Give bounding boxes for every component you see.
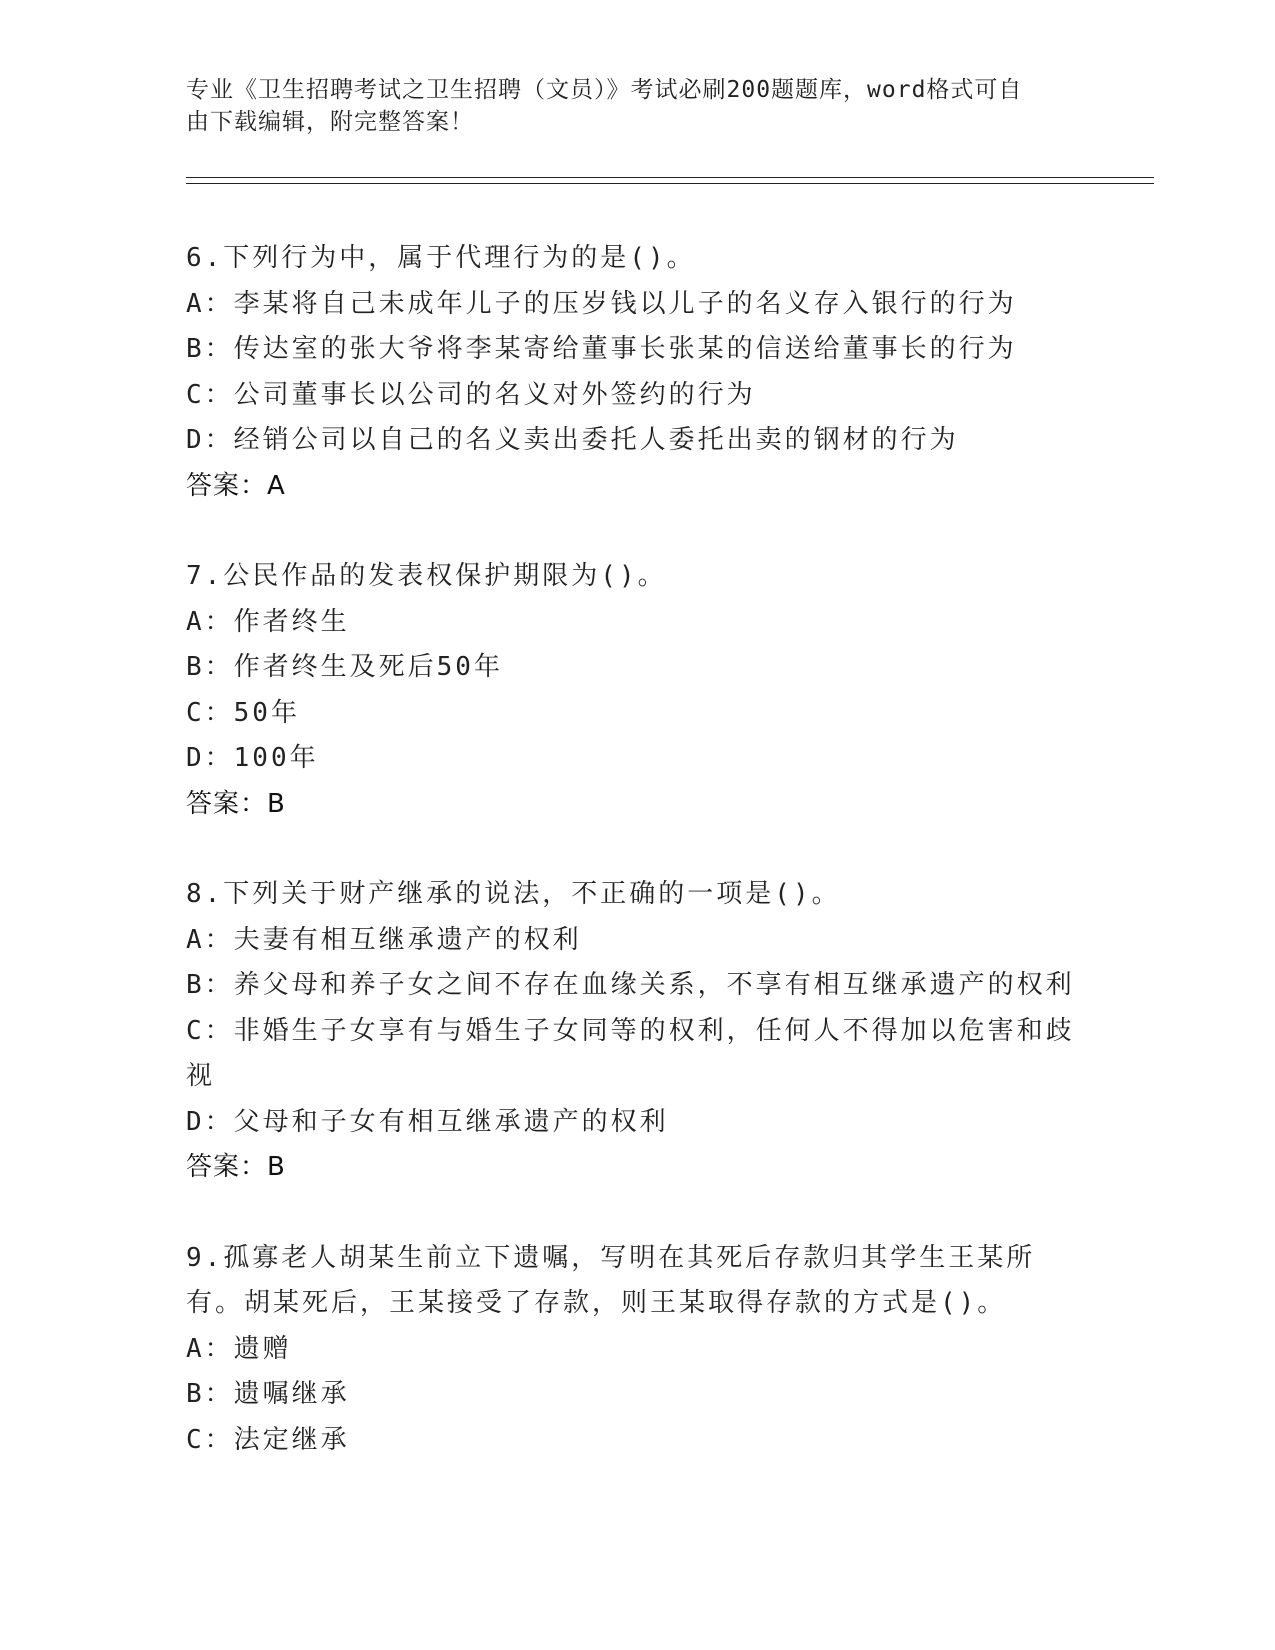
option-d: D：父母和子女有相互继承遗产的权利 xyxy=(186,1106,669,1137)
option-c: C：法定继承 xyxy=(186,1424,350,1455)
option-a: A：李某将自己未成年儿子的压岁钱以儿子的名义存入银行的行为 xyxy=(186,288,1017,319)
question-6 xyxy=(186,236,1086,509)
answer-line: 答案：B xyxy=(186,788,286,819)
option-b: B：养父母和养子女之间不存在血缘关系，不享有相互继承遗产的权利 xyxy=(186,970,1075,1000)
option-d: D：100年 xyxy=(186,743,319,773)
option-d: D：经销公司以自己的名义卖出委托人委托出卖的钢材的行为 xyxy=(186,425,959,455)
question-list xyxy=(186,236,1086,1508)
question-stem: 8.下列关于财产继承的说法，不正确的一项是()。 xyxy=(186,879,841,909)
option-c: C：50年 xyxy=(186,697,300,728)
document-header xyxy=(186,74,1066,138)
question-stem: 6.下列行为中，属于代理行为的是()。 xyxy=(186,243,696,273)
question-8 xyxy=(186,872,1086,1191)
question-9 xyxy=(186,1236,1086,1464)
option-b: B：作者终生及死后50年 xyxy=(186,652,503,682)
option-b: B：传达室的张大爷将李某寄给董事长张某的信送给董事长的行为 xyxy=(186,334,1017,364)
question-7 xyxy=(186,554,1086,827)
question-stem: 9.孤寡老人胡某生前立下遗嘱，写明在其死后存款归其学生王某所有。胡某死后，王某接受了存款，则王某取得存款的方式是()。 xyxy=(186,1242,1036,1318)
option-a: A：遗赠 xyxy=(186,1333,292,1364)
header-rule-top xyxy=(186,177,1154,178)
option-c: C：非婚生子女享有与婚生子女同等的权利，任何人不得加以危害和歧视 xyxy=(186,1015,1075,1091)
option-c: C：公司董事长以公司的名义对外签约的行为 xyxy=(186,379,756,410)
answer-line: 答案：B xyxy=(186,1152,286,1182)
option-a: A：作者终生 xyxy=(186,606,350,637)
header-line-1: 专业《卫生招聘考试之卫生招聘（文员）》考试必刷200题题库，word格式可自 xyxy=(186,77,1023,103)
header-rule-bottom xyxy=(186,183,1154,184)
answer-line: 答案：A xyxy=(186,470,286,501)
question-stem: 7.公民作品的发表权保护期限为()。 xyxy=(186,561,667,591)
option-a: A：夫妻有相互继承遗产的权利 xyxy=(186,924,582,955)
option-b: B：遗嘱继承 xyxy=(186,1379,350,1409)
header-line-2: 由下载编辑，附完整答案！ xyxy=(186,109,474,135)
